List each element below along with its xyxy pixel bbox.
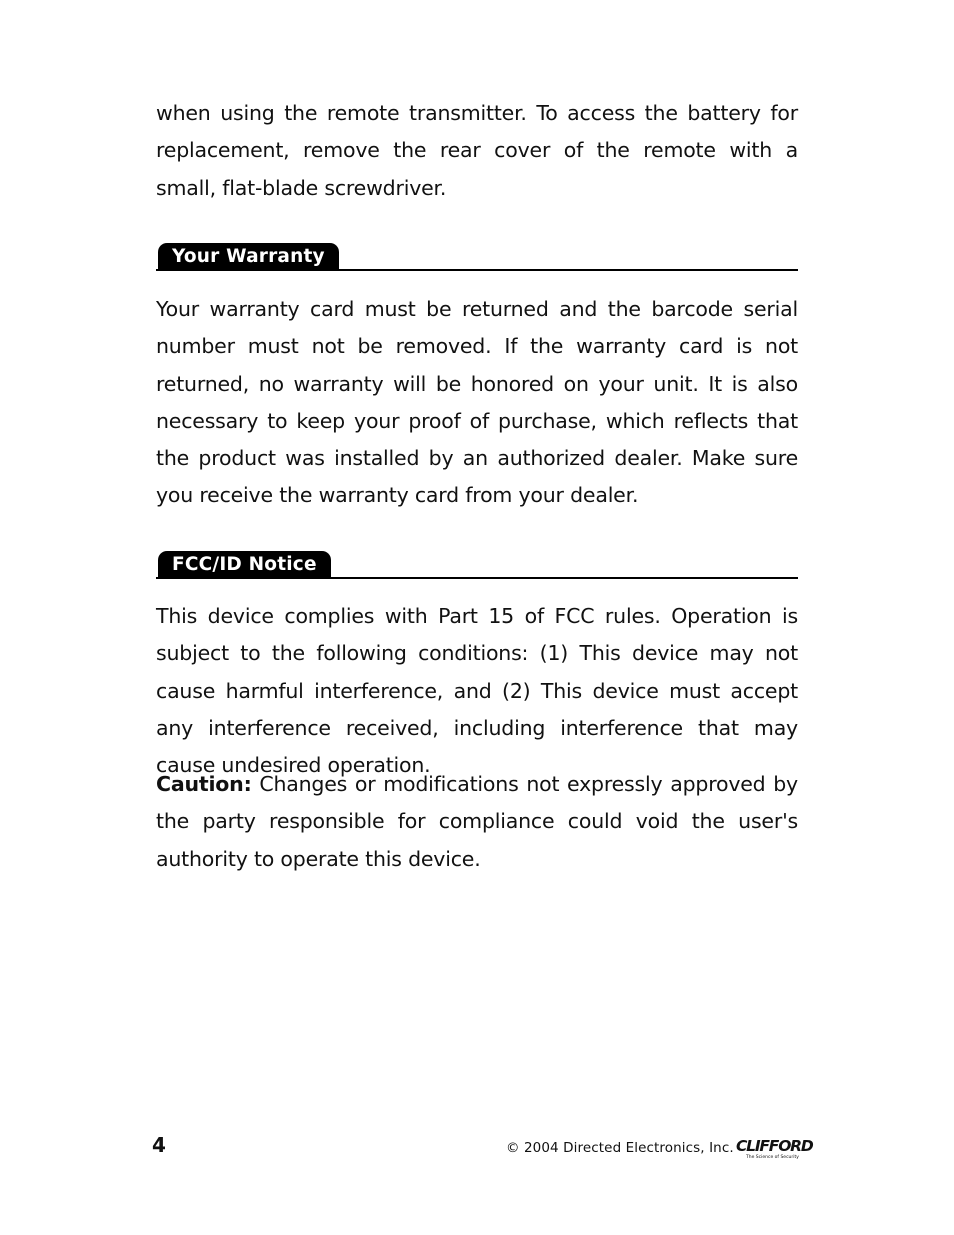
fcc-section-header: [156, 549, 798, 579]
warranty-section-header: [156, 241, 798, 271]
fcc-paragraph: This device complies with Part 15 of FCC rules. Operation is subject to the following conditions: (1) This device may not cause harmful interference, and (2) This device must accept any interference received, including interference that may cause undesired operation.: [156, 604, 798, 778]
caution-text: Changes or modifications not expressly approved by the party responsible for compliance could void the user's authority to operate this device.: [156, 772, 798, 871]
caution-label: Caution:: [156, 772, 252, 796]
clifford-logo: [736, 1137, 813, 1163]
logo-tagline: The Science of Security: [746, 1155, 799, 1160]
copyright-notice: © 2004 Directed Electronics, Inc.: [506, 1140, 734, 1156]
warranty-heading: Your Warranty: [158, 243, 339, 271]
page-number: 4: [152, 1133, 166, 1157]
caution-paragraph: [156, 766, 798, 878]
fcc-heading: FCC/ID Notice: [158, 551, 331, 579]
logo-wordmark: CLIFFORD: [736, 1137, 813, 1155]
warranty-paragraph: Your warranty card must be returned and the barcode serial number must not be removed. If the warranty card is not returned, no warranty will be honored on your unit. It is also necessary to keep your proof of purchase, which reflects that the product was installed by an authorized dealer. Make sure you receive the warranty card from your dealer.: [156, 297, 798, 508]
intro-paragraph: when using the remote transmitter. To access the battery for replacement, remove the rear cover of the remote with a small, flat-blade screwdriver.: [156, 101, 798, 200]
